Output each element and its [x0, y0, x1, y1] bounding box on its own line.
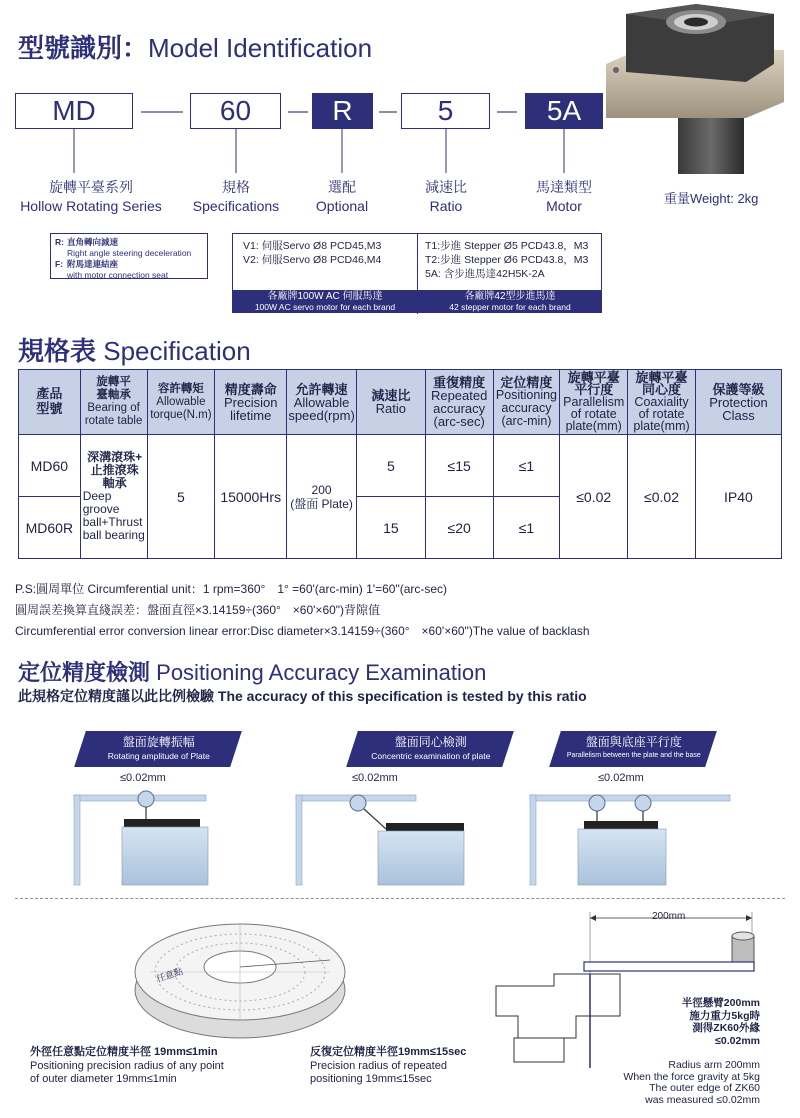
disc-any-point-label: 任意點	[155, 966, 185, 984]
header-en: Repeated accuracy (arc-sec)	[430, 388, 488, 429]
option-r	[55, 237, 203, 259]
model-cell: MD60R	[19, 497, 81, 559]
arm-caption-cn: 半徑懸臂200mm 施力重力5kg時 測得ZK60外緣 ≤0.02mm	[681, 997, 760, 1047]
code-label-series	[20, 178, 162, 216]
test-banner-cn: 盤面與底座平行度	[585, 735, 682, 749]
header-speed	[287, 370, 357, 435]
code-box-series: MD	[15, 93, 133, 129]
stepper-footer-en: 42 stepper motor for each brand	[449, 302, 571, 312]
code-box-option: R	[312, 93, 373, 129]
servo-v2: V2: 伺服Servo Ø8 PCD46,M4	[243, 254, 382, 266]
header-cn: 精度壽命	[224, 381, 277, 397]
servo-footer-en: 100W AC servo motor for each brand	[254, 302, 396, 312]
disc-caption-en: Positioning precision radius of any point of outer diameter 19mm≤1min	[30, 1060, 224, 1085]
servo-options	[243, 239, 381, 267]
model-cell: MD60	[19, 435, 81, 497]
code-label-cn: 馬達類型	[536, 179, 592, 195]
test-value-parallelism: ≤0.02mm	[598, 772, 644, 784]
option-f-cn: 附馬達連結座	[67, 259, 119, 269]
arm-caption-en: Radius arm 200mm When the force gravity at 5kg The outer edge of ZK60 was measured ≤0.02mm	[623, 1059, 760, 1106]
test-banner-cn: 盤面旋轉振幅	[122, 735, 195, 749]
bearing-en: Deep groove ball+Thrust ball bearing	[82, 489, 145, 542]
rig-amplitude	[74, 791, 208, 885]
header-cn: 重復精度	[433, 375, 486, 390]
stepper-5a: 5A: 含步進馬達42H5K-2A	[425, 268, 545, 280]
code-label-cn: 選配	[328, 179, 356, 195]
repeated-cell: ≤15	[425, 435, 493, 497]
header-en: Parallelism of rotate plate(mm)	[563, 395, 625, 433]
stepper-options	[425, 239, 588, 281]
model-identification-heading	[18, 28, 372, 65]
speed-cell: 200 (盤面 Plate)	[287, 435, 357, 559]
positioning-cell: ≤1	[493, 435, 560, 497]
spec-table	[18, 369, 782, 559]
header-en: Ratio	[375, 401, 407, 416]
test-banner-en: Rotating amplitude of Plate	[107, 751, 210, 761]
rig-parallelism	[530, 795, 730, 885]
header-cn: 旋轉平臺 同心度	[635, 370, 688, 397]
disc-caption-cn: 外徑任意點定位精度半徑 19mm≤1min	[30, 1046, 218, 1058]
header-cn: 允許轉速	[295, 381, 348, 397]
test-value-amplitude: ≤0.02mm	[120, 772, 166, 784]
test-rig-diagrams	[60, 785, 780, 890]
option-r-cn: 直角轉向減速	[67, 237, 119, 247]
header-cn: 定位精度	[500, 375, 553, 390]
rig-concentric	[296, 795, 464, 885]
model-title-cn: 型號識別：	[18, 33, 149, 63]
option-rf-box	[50, 233, 208, 279]
header-cn: 旋轉平 臺軸承	[96, 376, 131, 401]
code-label-motor	[536, 178, 592, 216]
header-cn: 產品 型號	[36, 386, 63, 416]
header-en: Bearing of rotate table	[84, 402, 143, 427]
code-label-cn: 旋轉平臺系列	[49, 179, 133, 195]
code-dash	[141, 111, 183, 113]
spec-title-en: Specification	[103, 336, 251, 366]
header-ratio	[356, 370, 425, 435]
header-torque	[147, 370, 215, 435]
exam-subtitle: 此規格定位精度謹以此比例檢驗 The accuracy of this specification is tested by this ratio	[18, 688, 587, 704]
test-banner-parallelism	[549, 731, 717, 767]
code-label-ratio	[425, 178, 467, 216]
code-label-en: Specifications	[192, 198, 280, 214]
header-cn: 保護等級	[712, 381, 765, 397]
option-r-en: Right angle steering deceleration	[67, 248, 192, 258]
motor-options-box	[232, 233, 602, 313]
header-bearing	[80, 370, 147, 435]
exam-heading	[18, 656, 486, 687]
header-en: Precision lifetime	[223, 394, 278, 423]
bearing-cell	[80, 435, 147, 559]
note-conversion-en: Circumferential error conversion linear error:Disc diameter×3.14159÷(360° ×60'×60")The value of backlash	[15, 624, 590, 638]
code-label-cn: 規格	[221, 179, 250, 195]
servo-footer-cn: 各廠牌100W AC 伺服馬達	[267, 291, 383, 302]
header-en: Coaxiality of rotate plate(mm)	[633, 395, 690, 433]
torque-cell: 5	[147, 435, 215, 559]
exam-title-en: Positioning Accuracy Examination	[156, 660, 487, 685]
servo-footer	[233, 290, 417, 313]
test-banner-cn: 盤面同心檢測	[394, 735, 467, 749]
test-banner-concentric	[346, 731, 514, 767]
lifetime-cell: 15000Hrs	[215, 435, 287, 559]
positioning-cell: ≤1	[493, 497, 560, 559]
option-f-en: with motor connection seat	[67, 270, 169, 280]
option-f-key: F:	[55, 259, 64, 269]
specification-heading	[18, 331, 251, 368]
parallelism-cell: ≤0.02	[560, 435, 628, 559]
code-label-en: Motor	[546, 198, 582, 214]
stepper-footer	[418, 290, 602, 313]
protection-cell: IP40	[695, 435, 781, 559]
exam-title-cn: 定位精度檢測	[18, 660, 151, 685]
code-label-option	[316, 178, 368, 216]
spec-header-row	[19, 370, 782, 435]
servo-v1: V1: 伺服Servo Ø8 PCD45,M3	[243, 240, 382, 252]
header-lifetime	[215, 370, 287, 435]
header-parallelism	[560, 370, 628, 435]
header-cn: 旋轉平臺 平行度	[567, 370, 620, 397]
stepper-t2: T2:步進 Stepper Ø6 PCD43.8，M3	[425, 254, 589, 266]
weight-label: 重量Weight: 2kg	[664, 191, 759, 206]
bearing-cn: 深溝滾珠+ 止推滾珠 軸承	[87, 450, 143, 490]
option-f	[55, 259, 203, 281]
code-connectors	[0, 129, 620, 179]
section-divider	[15, 898, 785, 899]
header-cn: 容許轉矩	[157, 382, 204, 395]
code-label-en: Ratio	[429, 198, 463, 214]
header-en: Allowable torque(N.m)	[150, 395, 212, 421]
header-protection	[695, 370, 781, 435]
header-coaxiality	[628, 370, 696, 435]
code-dash	[288, 111, 308, 113]
header-en: Positioning accuracy (arc-min)	[495, 388, 558, 428]
header-positioning	[493, 370, 560, 435]
dimension-label: 200mm	[652, 911, 686, 922]
repeat-caption-cn: 反復定位精度半徑19mm≤15sec	[310, 1046, 467, 1058]
code-box-ratio: 5	[401, 93, 490, 129]
repeat-caption-en: Precision radius of repeated positioning 19mm≤15sec	[310, 1060, 447, 1085]
code-box-spec: 60	[190, 93, 281, 129]
code-dash	[379, 111, 397, 113]
spec-row-md60	[19, 435, 782, 497]
header-repeated	[425, 370, 493, 435]
repeated-cell: ≤20	[425, 497, 493, 559]
code-label-cn: 減速比	[425, 179, 467, 195]
stepper-t1: T1:步進 Stepper Ø5 PCD43.8，M3	[425, 240, 589, 252]
product-image	[596, 2, 786, 180]
note-conversion-cn: 圓周誤差換算直綫誤差：盤面直徑×3.14159÷(360° ×60'×60")背隙值	[15, 603, 381, 617]
code-dash	[497, 111, 517, 113]
header-cn: 減速比	[371, 388, 411, 403]
note-unit: P.S:圓周單位 Circumferential unit：1 rpm=360° 1° =60'(arc-min) 1'=60"(arc-sec)	[15, 582, 448, 596]
code-box-motor: 5A	[525, 93, 603, 129]
ratio-cell: 15	[356, 497, 425, 559]
test-banner-en: Concentric examination of plate	[371, 751, 491, 761]
test-banner-amplitude	[74, 731, 242, 767]
stepper-footer-cn: 各廠牌42型步進馬達	[464, 291, 556, 302]
header-en: Protection Class	[709, 394, 768, 423]
coaxiality-cell: ≤0.02	[628, 435, 696, 559]
code-label-spec	[193, 178, 279, 216]
header-en: Allowable speed(rpm)	[288, 394, 355, 423]
model-title-en: Model Identification	[148, 33, 373, 63]
spec-title-cn: 規格表	[18, 336, 97, 366]
cantilever-diagram	[490, 908, 780, 1078]
test-banner-en: Parallelism between the plate and the base	[566, 752, 701, 759]
code-label-en: Optional	[315, 198, 369, 214]
option-r-key: R:	[55, 237, 64, 247]
ratio-cell: 5	[356, 435, 425, 497]
code-label-en: Hollow Rotating Series	[20, 198, 162, 214]
header-model	[19, 370, 81, 435]
test-value-concentric: ≤0.02mm	[352, 772, 398, 784]
